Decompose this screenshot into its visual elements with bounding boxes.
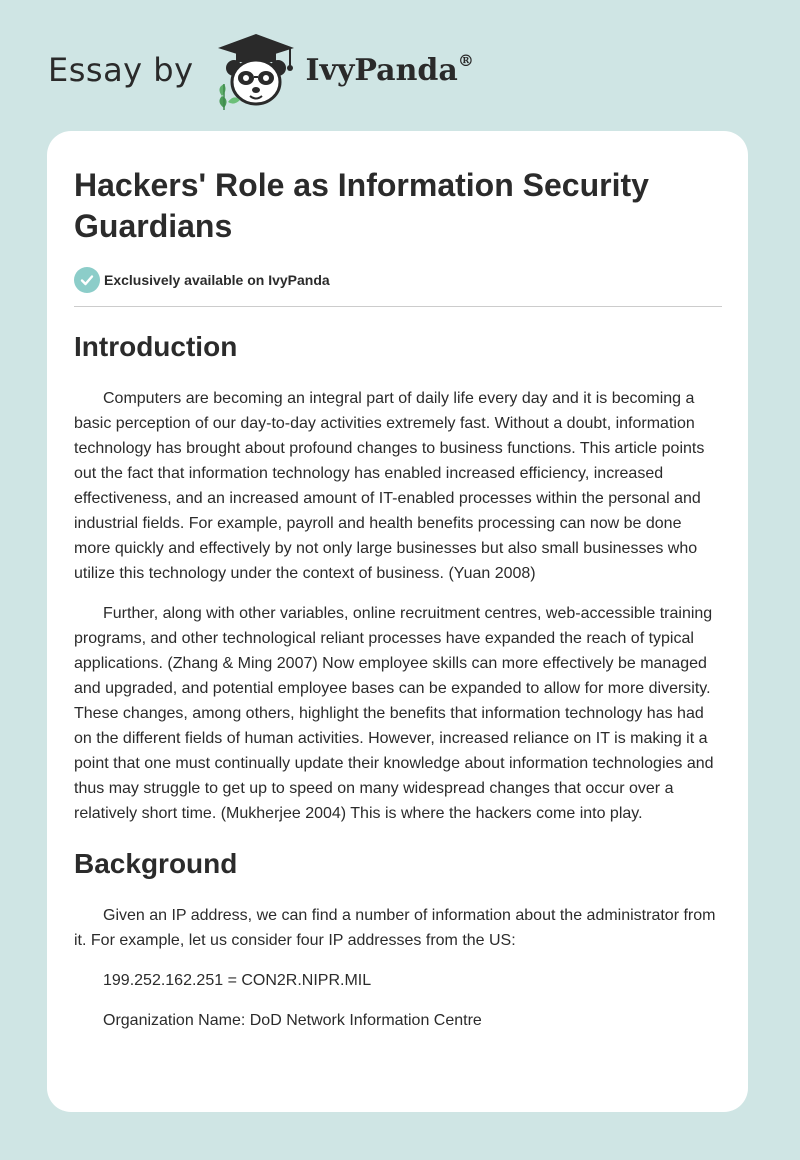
- exclusive-text: Exclusively available on IvyPanda: [104, 272, 330, 288]
- exclusive-badge: [74, 267, 722, 293]
- paragraph: Organization Name: DoD Network Information Centre: [103, 1012, 482, 1029]
- brand-text: IvyPanda: [305, 52, 458, 88]
- essay-by-label: Essay by: [48, 51, 194, 89]
- paragraph: Further, along with other variables, online recruitment centres, web-accessible training programs, and other technological reliant processes have expanded the reach of typical applications. (Zhang & Ming 2007) Now employee skills can more effectively be managed and upgraded, and potential employee bases can be expanded to allow for more diversity. These changes, among others, highlight the benefits that information technology has had on the different fields of human activities. However, increased reliance on IT is making it a point that one must continually update their knowledge about information technologies and thus may struggle to get up to speed on many widespread changes that occur over a relatively short time. (Mukherjee 2004) This is where the hackers come into play.: [74, 605, 714, 822]
- paragraph: 199.252.162.251 = CON2R.NIPR.MIL: [103, 972, 372, 989]
- essay-title: Hackers' Role as Information Security Guardians: [74, 167, 649, 244]
- check-icon: [74, 267, 100, 293]
- section-heading-background: Background: [74, 848, 238, 879]
- paragraph: Computers are becoming an integral part of daily life every day and it is becoming a basic perception of our day-to-day activities extremely fast. Without a doubt, information technology has brought about profound changes to business functions. This article points out the fact that information technology has enabled increased efficiency, increased effectiveness, and an increased amount of IT-enabled processes within the personal and industrial fields. For example, payroll and health benefits processing can now be done more quickly and effectively by not only large businesses but also small businesses who utilize this technology under the context of business. (Yuan 2008): [74, 390, 705, 582]
- site-header: [48, 30, 474, 110]
- essay-card: [47, 131, 748, 1112]
- ivypanda-logo-icon: [212, 30, 300, 110]
- brand-name: [305, 50, 474, 88]
- divider: [74, 306, 722, 307]
- registered-mark: ®: [457, 50, 474, 70]
- section-heading-introduction: Introduction: [74, 331, 238, 362]
- paragraph: Given an IP address, we can find a number of information about the administrator from it. For example, let us consider four IP addresses from the US:: [74, 907, 716, 949]
